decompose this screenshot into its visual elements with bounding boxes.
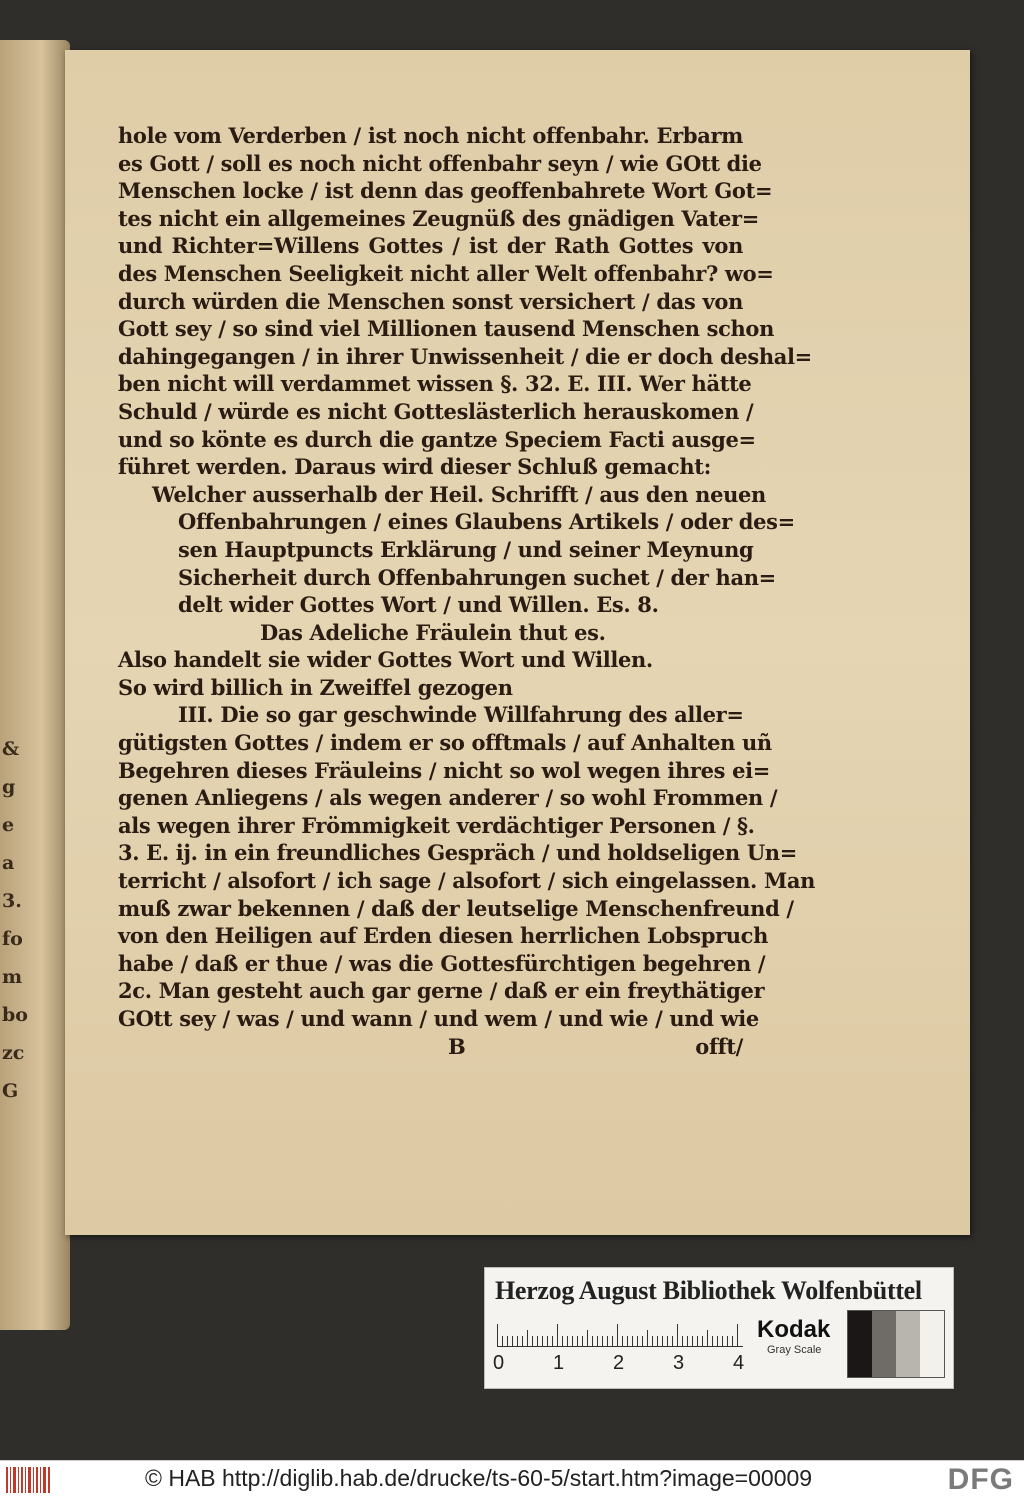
ruler-tick xyxy=(632,1336,633,1346)
ruler-tick xyxy=(662,1336,663,1346)
text-line: ben nicht will verdammet wissen §. 32. E. III. Wer hätte xyxy=(118,371,752,397)
signature-mark: B xyxy=(448,1033,466,1059)
ruler-tick xyxy=(637,1336,638,1346)
kodak-logo: Kodak xyxy=(757,1316,831,1343)
facing-page-fragment: a xyxy=(2,852,15,874)
ruler-tick xyxy=(497,1324,498,1346)
text-line: habe / daß er thue / was die Gottesfürchtigen begehren / xyxy=(118,950,766,976)
ruler-number: 2 xyxy=(613,1352,625,1374)
facing-page-edge xyxy=(0,40,70,1330)
ruler-number: 3 xyxy=(673,1352,685,1374)
gray-swatches xyxy=(847,1310,945,1378)
facing-page-fragment: & xyxy=(2,738,20,760)
text-line: dahingegangen / in ihrer Unwissenheit / die er doch deshal= xyxy=(118,343,812,369)
text-line: Menschen locke / ist denn das geoffenbahrete Wort Got= xyxy=(118,178,773,204)
text-line: führet werden. Daraus wird dieser Schluß gemacht: xyxy=(118,454,711,480)
ruler-tick xyxy=(542,1336,543,1346)
ruler-tick xyxy=(602,1336,603,1346)
copyright-link[interactable]: © HAB http://diglib.hab.de/drucke/ts-60-5/start.htm?image=00009 xyxy=(145,1465,813,1491)
text-line: es Gott / soll es noch nicht offenbahr seyn / wie GOtt die xyxy=(118,150,762,176)
ruler-tick xyxy=(667,1336,668,1346)
facing-page-fragment: g xyxy=(2,776,16,798)
text-line: Offenbahrungen / eines Glaubens Artikels / oder des= xyxy=(178,509,795,535)
text-line: als wegen ihrer Frömmigkeit verdächtiger Personen / §. xyxy=(118,812,755,838)
text-line: hole vom Verderben / ist noch nicht offenbahr. Erbarm xyxy=(118,123,744,148)
ruler-tick xyxy=(577,1336,578,1346)
text-line: Sicherheit durch Offenbahrungen suchet / der han= xyxy=(178,564,776,590)
ruler-tick xyxy=(672,1336,673,1346)
text-line: Also handelt sie wider Gottes Wort und Willen. xyxy=(118,647,653,673)
ruler-tick xyxy=(517,1336,518,1346)
text-line: sen Hauptpuncts Erklärung / und seiner Meynung xyxy=(178,536,754,562)
page-footer-line xyxy=(118,1033,743,1061)
text-line: gütigsten Gottes / indem er so offtmals / auf Anhalten uñ xyxy=(118,730,772,756)
text-line: GOtt sey / was / und wann / und wem / und wie / und wie xyxy=(118,1006,759,1031)
text-line: terricht / alsofort / ich sage / alsofort / sich eingelassen. Man xyxy=(118,868,816,894)
ruler-tick xyxy=(622,1336,623,1346)
facing-page-fragments xyxy=(2,730,32,1110)
text-line: 3. E. ij. in ein freundliches Gespräch / und holdseligen Un= xyxy=(118,840,797,866)
ruler-tick xyxy=(587,1330,588,1346)
gray-swatch xyxy=(848,1311,872,1377)
text-line: Schuld / würde es nicht Gotteslästerlich herauskomen / xyxy=(118,398,754,424)
scale-ruler xyxy=(497,1324,743,1347)
dfg-logo: DFG xyxy=(947,1463,1014,1496)
text-line: 2c. Man gesteht auch gar gerne / daß er ein freythätiger xyxy=(118,978,765,1004)
ruler-tick xyxy=(627,1336,628,1346)
ruler-number: 0 xyxy=(493,1352,505,1374)
ruler-number: 1 xyxy=(553,1352,565,1374)
ruler-tick xyxy=(692,1336,693,1346)
calibration-card xyxy=(484,1267,954,1389)
facing-page-fragment: G xyxy=(2,1080,19,1102)
ruler-tick xyxy=(552,1336,553,1346)
ruler-tick xyxy=(737,1324,738,1346)
text-line: von den Heiligen auf Erden diesen herrlichen Lobspruch xyxy=(118,923,769,949)
text-line: durch würden die Menschen sonst versichert / das von xyxy=(118,288,743,314)
ruler-tick xyxy=(567,1336,568,1346)
ruler-tick xyxy=(707,1330,708,1346)
text-line: des Menschen Seeligkeit nicht aller Welt offenbahr? wo= xyxy=(118,260,774,286)
ruler-tick xyxy=(612,1336,613,1346)
ruler-tick xyxy=(642,1336,643,1346)
text-line: Gott sey / so sind viel Millionen tausend Menschen schon xyxy=(118,316,774,342)
ruler-tick xyxy=(597,1336,598,1346)
ruler-tick xyxy=(557,1324,558,1346)
ruler-tick xyxy=(512,1336,513,1346)
ruler-number: 4 xyxy=(733,1352,745,1374)
barcode-icon xyxy=(6,1467,50,1493)
ruler-tick xyxy=(657,1336,658,1346)
ruler-tick xyxy=(507,1336,508,1346)
ruler-tick xyxy=(677,1324,678,1346)
ruler-tick xyxy=(697,1336,698,1346)
ruler-tick xyxy=(572,1336,573,1346)
text-line: Welcher ausserhalb der Heil. Schrifft / aus den neuen xyxy=(152,481,766,507)
text-line: Begehren dieses Fräuleins / nicht so wol wegen ihres ei= xyxy=(118,757,770,783)
ruler-tick xyxy=(562,1336,563,1346)
ruler-tick xyxy=(617,1324,618,1346)
facing-page-fragment: 3. xyxy=(2,890,22,912)
ruler-tick xyxy=(582,1336,583,1346)
text-line: Das Adeliche Fräulein thut es. xyxy=(260,619,606,645)
ruler-tick xyxy=(722,1336,723,1346)
text-line: tes nicht ein allgemeines Zeugnüß des gnädigen Vater= xyxy=(118,205,759,231)
ruler-tick xyxy=(732,1336,733,1346)
ruler-tick xyxy=(502,1336,503,1346)
facing-page-fragment: e xyxy=(2,814,15,836)
ruler-tick xyxy=(687,1336,688,1346)
text-line: und Richter=Willens Gottes / ist der Rath Gottes von xyxy=(118,233,743,259)
footer-bar xyxy=(0,1460,1024,1499)
ruler-tick xyxy=(547,1336,548,1346)
text-line: und so könte es durch die gantze Speciem Facti ausge= xyxy=(118,426,756,452)
ruler-tick xyxy=(592,1336,593,1346)
facing-page-fragment: zc xyxy=(2,1042,25,1064)
catchword: offt/ xyxy=(695,1033,743,1059)
ruler-tick xyxy=(712,1336,713,1346)
library-name: Herzog August Bibliothek Wolfenbüttel xyxy=(495,1276,922,1305)
ruler-tick xyxy=(727,1336,728,1346)
ruler-tick xyxy=(532,1336,533,1346)
text-line: III. Die so gar geschwinde Willfahrung des aller= xyxy=(178,702,744,728)
grayscale-label: Gray Scale xyxy=(767,1344,822,1356)
page-text xyxy=(118,122,816,1060)
facing-page-fragment: bo xyxy=(2,1004,28,1026)
gray-swatch xyxy=(872,1311,896,1377)
ruler-tick xyxy=(527,1330,528,1346)
ruler-tick xyxy=(537,1336,538,1346)
ruler-tick xyxy=(682,1336,683,1346)
gray-swatch xyxy=(896,1311,920,1377)
ruler-tick xyxy=(607,1336,608,1346)
text-line: muß zwar bekennen / daß der leutselige Menschenfreund / xyxy=(118,895,794,921)
ruler-tick xyxy=(652,1336,653,1346)
facing-page-fragment: m xyxy=(2,966,23,988)
gray-swatch xyxy=(920,1311,944,1377)
text-line: genen Anliegens / als wegen anderer / so wohl Frommen / xyxy=(118,785,778,811)
text-line: delt wider Gottes Wort / und Willen. Es. 8. xyxy=(178,592,659,618)
ruler-tick xyxy=(647,1330,648,1346)
ruler-tick xyxy=(522,1336,523,1346)
text-line: So wird billich in Zweiffel gezogen xyxy=(118,674,513,700)
ruler-tick xyxy=(717,1336,718,1346)
ruler-tick xyxy=(702,1336,703,1346)
facing-page-fragment: fo xyxy=(2,928,23,950)
